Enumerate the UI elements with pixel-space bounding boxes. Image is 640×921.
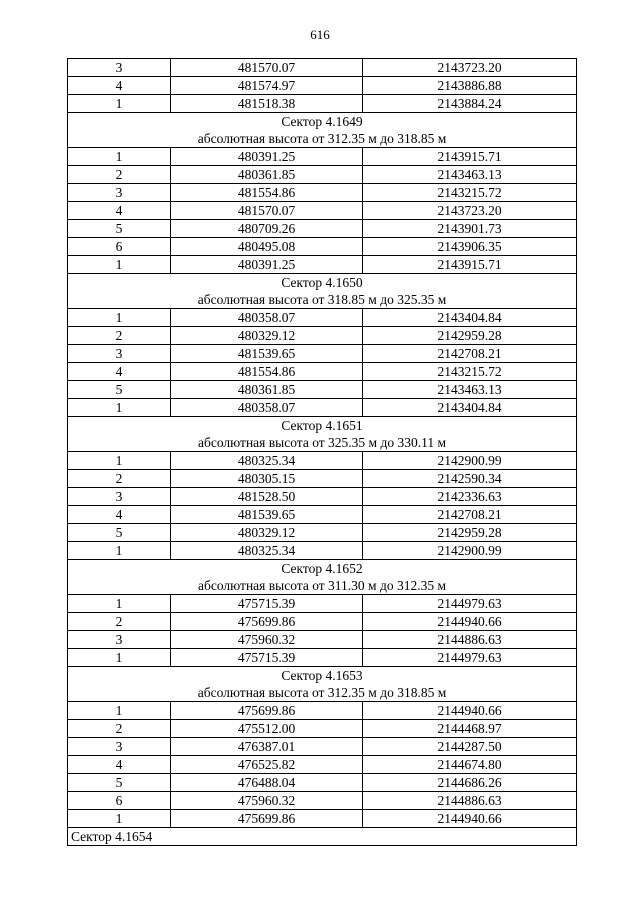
y-coordinate-cell: 2144468.97 [363, 720, 577, 738]
x-coordinate-cell: 481570.07 [171, 59, 363, 77]
sector-altitude-row [68, 577, 577, 595]
table-row [68, 77, 577, 95]
table-row [68, 595, 577, 613]
x-coordinate-cell: 481518.38 [171, 95, 363, 113]
point-number-cell: 1 [68, 309, 171, 327]
sector-altitude: абсолютная высота от 312.35 м до 318.85 м [68, 130, 577, 148]
x-coordinate-cell: 480329.12 [171, 524, 363, 542]
x-coordinate-cell: 480358.07 [171, 309, 363, 327]
point-number-cell: 3 [68, 59, 171, 77]
y-coordinate-cell: 2143886.88 [363, 77, 577, 95]
point-number-cell: 3 [68, 488, 171, 506]
sector-altitude: абсолютная высота от 311.30 м до 312.35 м [68, 577, 577, 595]
point-number-cell: 3 [68, 631, 171, 649]
sector-title: Сектор 4.1649 [68, 113, 577, 131]
y-coordinate-cell: 2144979.63 [363, 595, 577, 613]
y-coordinate-cell: 2143404.84 [363, 399, 577, 417]
point-number-cell: 1 [68, 452, 171, 470]
y-coordinate-cell: 2143906.35 [363, 238, 577, 256]
point-number-cell: 5 [68, 381, 171, 399]
y-coordinate-cell: 2143215.72 [363, 363, 577, 381]
table-row [68, 220, 577, 238]
point-number-cell: 1 [68, 256, 171, 274]
x-coordinate-cell: 480325.34 [171, 542, 363, 560]
sector-title-row [68, 828, 577, 846]
point-number-cell: 1 [68, 399, 171, 417]
sector-altitude: абсолютная высота от 312.35 м до 318.85 м [68, 684, 577, 702]
point-number-cell: 1 [68, 95, 171, 113]
table-row [68, 59, 577, 77]
x-coordinate-cell: 481539.65 [171, 345, 363, 363]
y-coordinate-cell: 2142959.28 [363, 524, 577, 542]
sector-title: Сектор 4.1653 [68, 667, 577, 685]
point-number-cell: 1 [68, 595, 171, 613]
y-coordinate-cell: 2142590.34 [363, 470, 577, 488]
sector-title: Сектор 4.1651 [68, 417, 577, 435]
point-number-cell: 2 [68, 720, 171, 738]
y-coordinate-cell: 2142900.99 [363, 452, 577, 470]
table-row [68, 202, 577, 220]
sector-altitude: абсолютная высота от 318.85 м до 325.35 м [68, 291, 577, 309]
table-row [68, 345, 577, 363]
sector-altitude-row [68, 434, 577, 452]
y-coordinate-cell: 2143463.13 [363, 166, 577, 184]
y-coordinate-cell: 2142708.21 [363, 506, 577, 524]
point-number-cell: 4 [68, 756, 171, 774]
table-row [68, 327, 577, 345]
point-number-cell: 4 [68, 77, 171, 95]
table-row [68, 256, 577, 274]
y-coordinate-cell: 2143915.71 [363, 148, 577, 166]
table-row [68, 810, 577, 828]
y-coordinate-cell: 2144886.63 [363, 631, 577, 649]
coordinates-table-body [68, 59, 577, 846]
y-coordinate-cell: 2142959.28 [363, 327, 577, 345]
x-coordinate-cell: 480495.08 [171, 238, 363, 256]
y-coordinate-cell: 2144940.66 [363, 702, 577, 720]
x-coordinate-cell: 480391.25 [171, 256, 363, 274]
point-number-cell: 4 [68, 363, 171, 381]
sector-altitude-row [68, 684, 577, 702]
point-number-cell: 2 [68, 613, 171, 631]
point-number-cell: 1 [68, 649, 171, 667]
y-coordinate-cell: 2143901.73 [363, 220, 577, 238]
table-row [68, 542, 577, 560]
coordinates-table [67, 58, 577, 846]
y-coordinate-cell: 2144686.26 [363, 774, 577, 792]
table-row [68, 166, 577, 184]
sector-title: Сектор 4.1652 [68, 560, 577, 578]
y-coordinate-cell: 2144940.66 [363, 613, 577, 631]
x-coordinate-cell: 475699.86 [171, 613, 363, 631]
point-number-cell: 3 [68, 184, 171, 202]
table-row [68, 309, 577, 327]
table-row [68, 95, 577, 113]
table-row [68, 774, 577, 792]
x-coordinate-cell: 476525.82 [171, 756, 363, 774]
y-coordinate-cell: 2143404.84 [363, 309, 577, 327]
y-coordinate-cell: 2143884.24 [363, 95, 577, 113]
x-coordinate-cell: 475699.86 [171, 810, 363, 828]
table-row [68, 238, 577, 256]
x-coordinate-cell: 475699.86 [171, 702, 363, 720]
x-coordinate-cell: 476488.04 [171, 774, 363, 792]
point-number-cell: 1 [68, 148, 171, 166]
x-coordinate-cell: 481528.50 [171, 488, 363, 506]
x-coordinate-cell: 480305.15 [171, 470, 363, 488]
x-coordinate-cell: 480325.34 [171, 452, 363, 470]
table-row [68, 488, 577, 506]
y-coordinate-cell: 2142900.99 [363, 542, 577, 560]
y-coordinate-cell: 2143463.13 [363, 381, 577, 399]
sector-altitude: абсолютная высота от 325.35 м до 330.11 м [68, 434, 577, 452]
table-row [68, 148, 577, 166]
table-row [68, 649, 577, 667]
y-coordinate-cell: 2144674.80 [363, 756, 577, 774]
point-number-cell: 6 [68, 238, 171, 256]
table-row [68, 524, 577, 542]
y-coordinate-cell: 2142336.63 [363, 488, 577, 506]
point-number-cell: 2 [68, 327, 171, 345]
y-coordinate-cell: 2142708.21 [363, 345, 577, 363]
x-coordinate-cell: 481554.86 [171, 363, 363, 381]
y-coordinate-cell: 2143915.71 [363, 256, 577, 274]
x-coordinate-cell: 481539.65 [171, 506, 363, 524]
table-row [68, 702, 577, 720]
table-row [68, 452, 577, 470]
sector-altitude-row [68, 130, 577, 148]
sector-title-row [68, 417, 577, 435]
table-row [68, 506, 577, 524]
x-coordinate-cell: 481554.86 [171, 184, 363, 202]
x-coordinate-cell: 480361.85 [171, 381, 363, 399]
table-row [68, 738, 577, 756]
sector-title: Сектор 4.1654 [68, 828, 577, 846]
sector-title-row [68, 560, 577, 578]
point-number-cell: 4 [68, 202, 171, 220]
y-coordinate-cell: 2144940.66 [363, 810, 577, 828]
table-row [68, 399, 577, 417]
sector-title-row [68, 274, 577, 292]
point-number-cell: 1 [68, 810, 171, 828]
point-number-cell: 1 [68, 702, 171, 720]
x-coordinate-cell: 480709.26 [171, 220, 363, 238]
x-coordinate-cell: 480391.25 [171, 148, 363, 166]
y-coordinate-cell: 2144979.63 [363, 649, 577, 667]
x-coordinate-cell: 480361.85 [171, 166, 363, 184]
table-row [68, 363, 577, 381]
sector-altitude-row [68, 291, 577, 309]
point-number-cell: 6 [68, 792, 171, 810]
table-row [68, 613, 577, 631]
y-coordinate-cell: 2143723.20 [363, 59, 577, 77]
table-row [68, 184, 577, 202]
y-coordinate-cell: 2143215.72 [363, 184, 577, 202]
table-row [68, 720, 577, 738]
point-number-cell: 5 [68, 220, 171, 238]
point-number-cell: 1 [68, 542, 171, 560]
point-number-cell: 3 [68, 345, 171, 363]
table-row [68, 381, 577, 399]
table-row [68, 470, 577, 488]
x-coordinate-cell: 475715.39 [171, 595, 363, 613]
y-coordinate-cell: 2144886.63 [363, 792, 577, 810]
point-number-cell: 5 [68, 524, 171, 542]
x-coordinate-cell: 475960.32 [171, 631, 363, 649]
sector-title: Сектор 4.1650 [68, 274, 577, 292]
point-number-cell: 5 [68, 774, 171, 792]
x-coordinate-cell: 480329.12 [171, 327, 363, 345]
table-row [68, 631, 577, 649]
table-row [68, 792, 577, 810]
x-coordinate-cell: 481570.07 [171, 202, 363, 220]
y-coordinate-cell: 2144287.50 [363, 738, 577, 756]
x-coordinate-cell: 476387.01 [171, 738, 363, 756]
point-number-cell: 4 [68, 506, 171, 524]
point-number-cell: 2 [68, 470, 171, 488]
point-number-cell: 2 [68, 166, 171, 184]
x-coordinate-cell: 475715.39 [171, 649, 363, 667]
x-coordinate-cell: 481574.97 [171, 77, 363, 95]
table-row [68, 756, 577, 774]
x-coordinate-cell: 475512.00 [171, 720, 363, 738]
point-number-cell: 3 [68, 738, 171, 756]
x-coordinate-cell: 480358.07 [171, 399, 363, 417]
sector-title-row [68, 113, 577, 131]
page-number: 616 [310, 27, 330, 42]
x-coordinate-cell: 475960.32 [171, 792, 363, 810]
y-coordinate-cell: 2143723.20 [363, 202, 577, 220]
sector-title-row [68, 667, 577, 685]
